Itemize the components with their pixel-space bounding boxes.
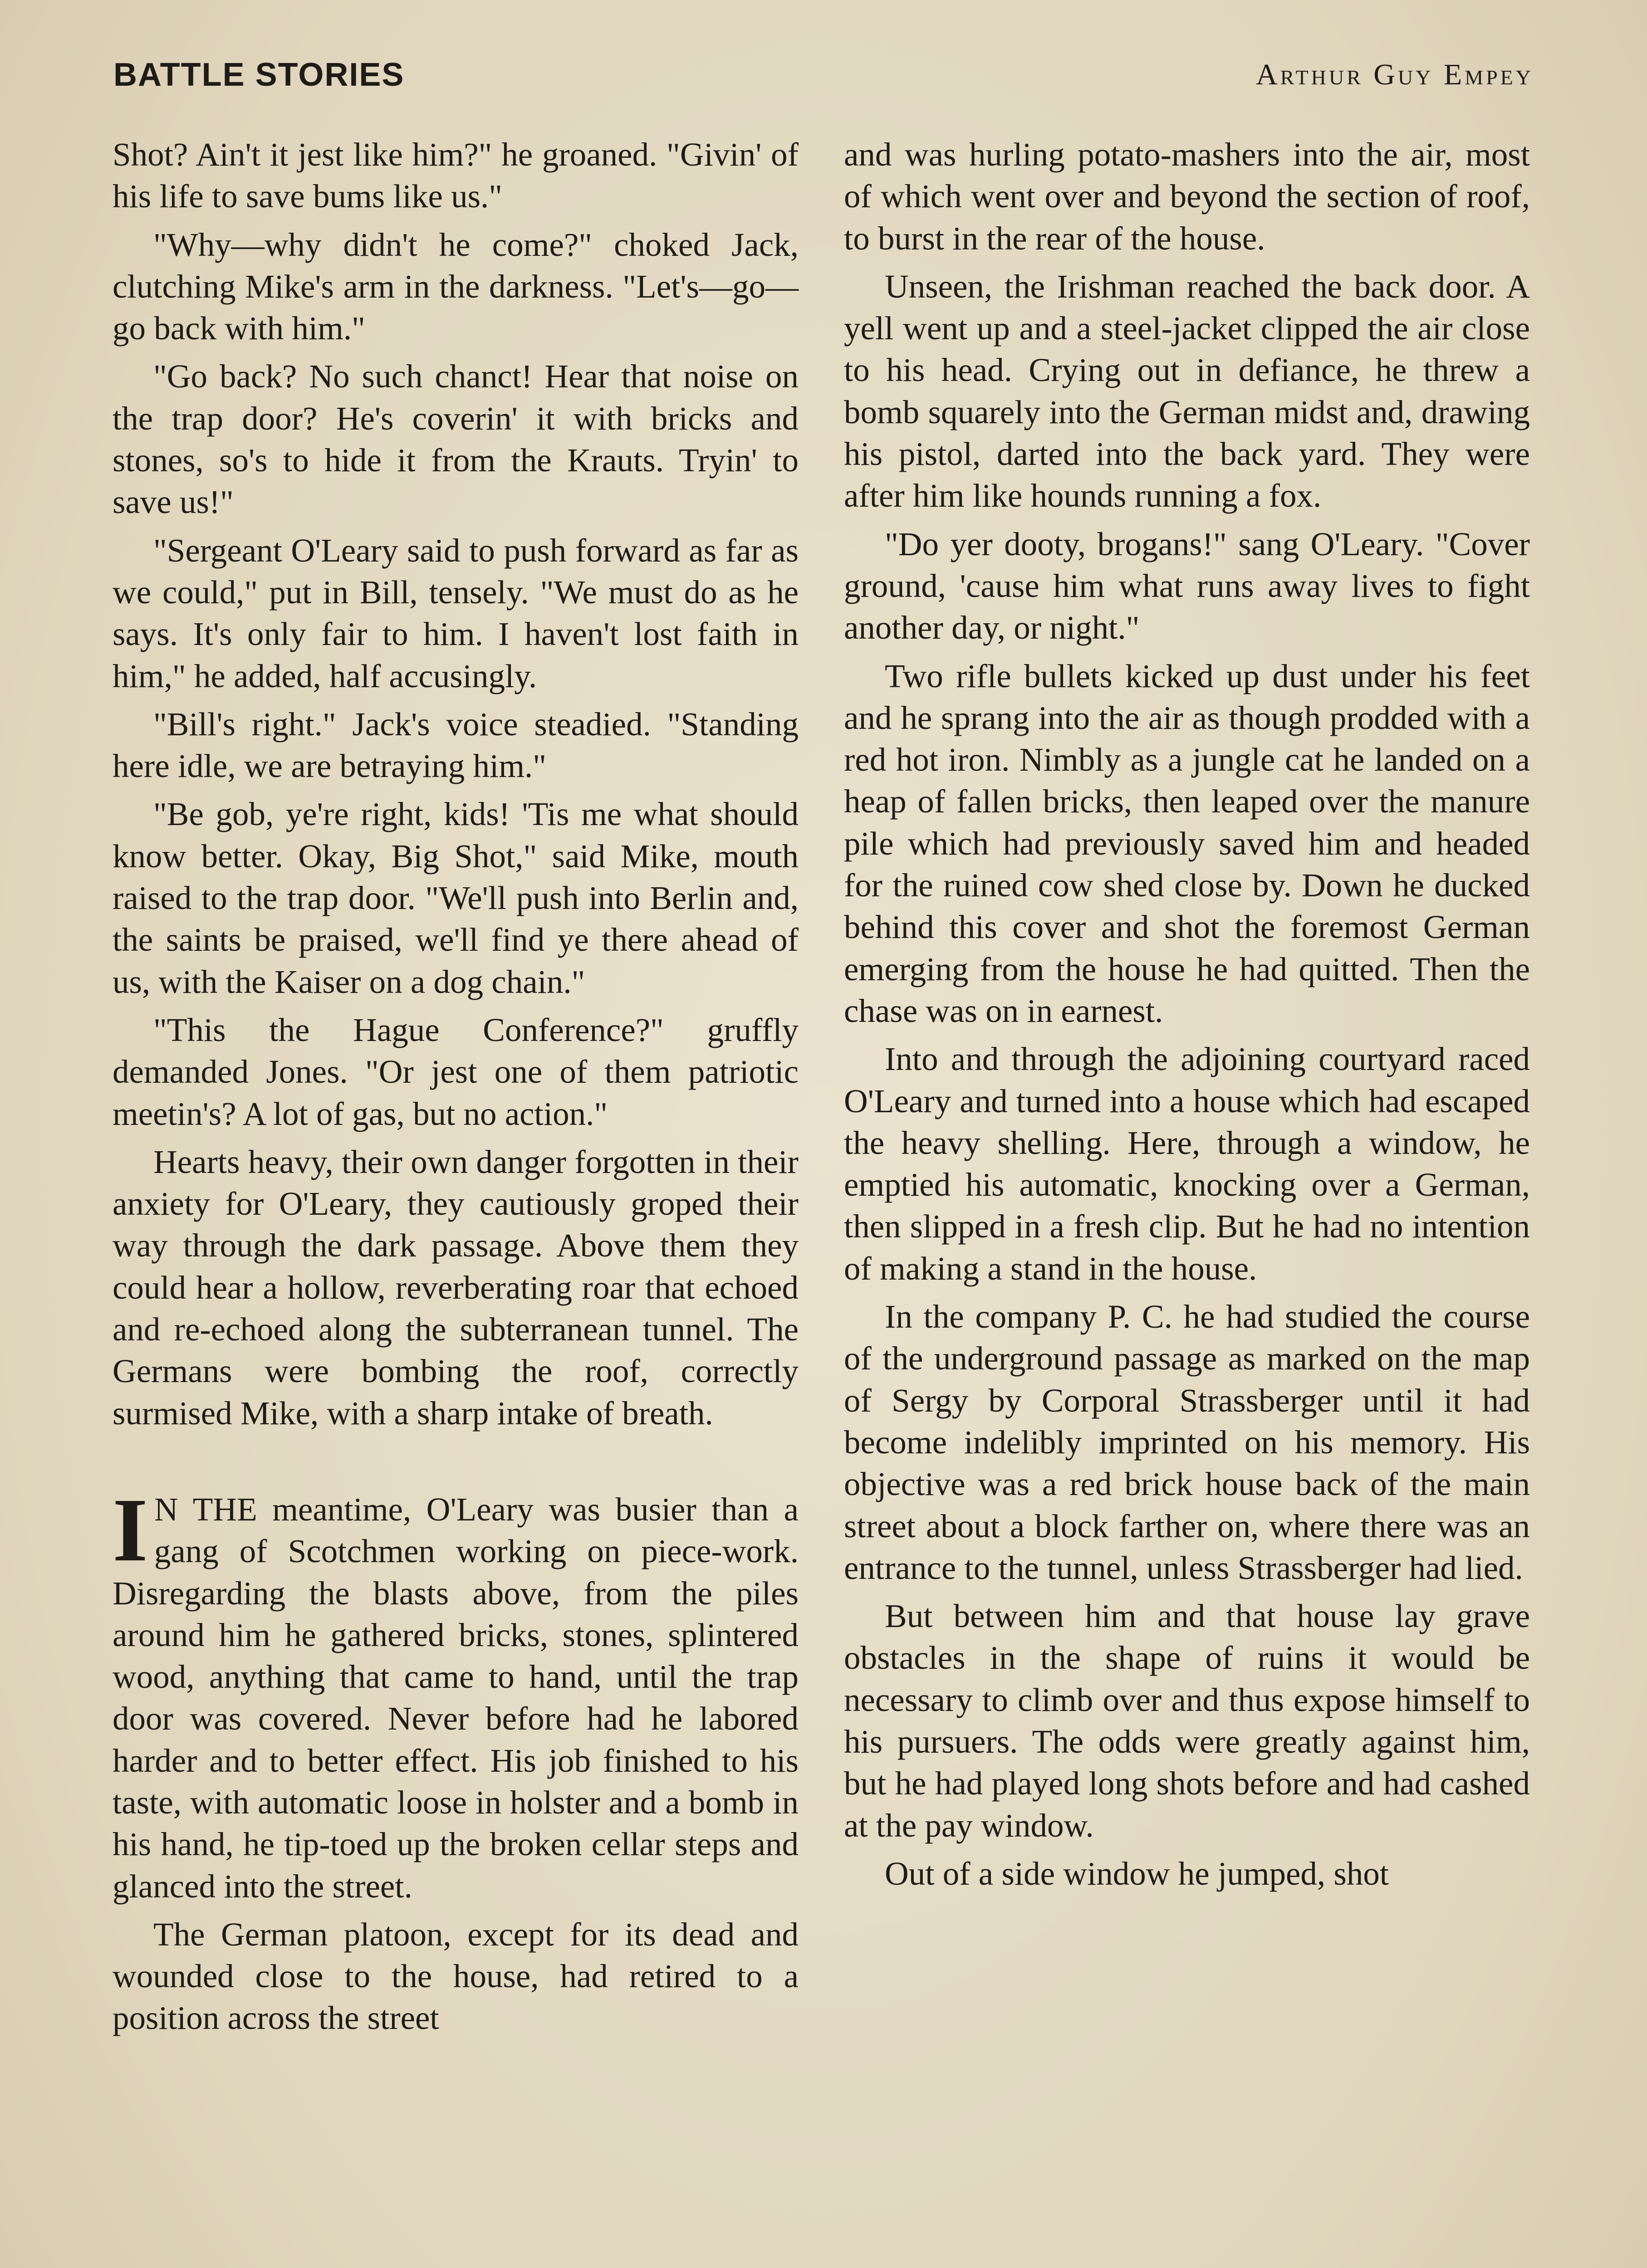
paragraph: "Bill's right." Jack's voice steadied. "Standing here idle, we are betraying him." [113,705,799,785]
paragraph: The German platoon, except for its dead and wounded close to the house, had retired to a position across the street [113,1916,799,2037]
paragraph: "Sergeant O'Leary said to push forward as far as we could," put in Bill, tensely. "We must do as he says. It's only fair to him. I haven't lost faith in him," he added, half accusingly. [113,532,799,694]
paragraph: "Be gob, ye're right, kids! 'Tis me what should know better. Okay, Big Shot," said Mike, mouth raised to the trap door. "We'll push into Berlin and, the saints be praised, we'll find ye there ahead of us, with the Kaiser on a dog chain." [113,796,799,1000]
running-header [113,50,1534,100]
paragraph: But between him and that house lay grave obstacles in the shape of ruins it would be necessary to climb over and thus expose himself to his pursuers. The odds were greatly against him, but he had played long shots before and had cashed at the pay window. [844,1598,1530,1844]
paragraph: Into and through the adjoining courtyard raced O'Leary and turned into a house which had escaped the heavy shelling. Here, through a window, he emptied his automatic, knocking over a German, then slipped in a fresh clip. But he had no intention of making a stand in the house. [844,1041,1530,1287]
paragraph: In the company P. C. he had studied the course of the underground passage as marked on the map of Sergy by Corporal Strassberger until it had become indelibly imprinted on his memory. His objective was a red brick house back of the main street about a block farther on, where there was an entrance to the tunnel, unless Strassberger had lied. [844,1298,1530,1586]
author-name: Arthur Guy Empey [1255,58,1534,91]
section-title: BATTLE STORIES [113,57,405,93]
paragraph: Out of a side window he jumped, shot [885,1855,1389,1892]
paragraph: Two rifle bullets kicked up dust under his feet and he sprang into the air as though prodded with a red hot iron. Nimbly as a jungle cat he landed on a heap of fallen bricks, then leaped over the manure pile which had previously saved him and headed for the ruined cow shed close by. Down he ducked behind this cover and shot the foremost German emerging from the house he had quitted. Then the chase was on in earnest. [844,657,1530,1029]
section-lead-text: N THE meantime, O'Leary was busier than a gang of Scotchmen working on piece-work. Disregarding the blasts above, from the piles around him he gathered bricks, stones, splintered wood, anything that came to hand, until the trap door was covered. Never before had he labored harder and to better effect. His job finished to his taste, with automatic loose in holster and a bomb in his hand, he tip-toed up the broken cellar steps and glanced into the street. [113,1491,799,1905]
paragraph: "This the Hague Conference?" gruffly demanded Jones. "Or jest one of them patriotic meetin's? A lot of gas, but no action." [113,1011,799,1132]
paragraph: and was hurling potato-mashers into the air, most of which went over and beyond the section of roof, to burst in the rear of the house. [844,136,1530,257]
section-opening-paragraph [113,1480,799,1907]
left-column [113,134,799,2268]
paragraph: "Go back? No such chanct! Hear that noise on the trap door? He's coverin' it with bricks and stones, so's to hide it from the Krauts. Tryin' to save us!" [113,358,799,521]
paragraph: "Why—why didn't he come?" choked Jack, clutching Mike's arm in the darkness. "Let's—go—go back with him." [113,226,799,347]
right-column [844,134,1530,2268]
paragraph: Unseen, the Irishman reached the back door. A yell went up and a steel-jacket clipped the air close to his head. Crying out in defiance, he threw a bomb squarely into the German midst and, drawing his pistol, darted into the back yard. They were after him like hounds running a fox. [844,268,1530,514]
paragraph: Shot? Ain't it jest like him?" he groaned. "Givin' of his life to save bums like us." [113,136,799,215]
paragraph: "Do yer dooty, brogans!" sang O'Leary. "Cover ground, 'cause him what runs away lives to fight another day, or night." [844,525,1530,646]
drop-cap: I [113,1480,148,1580]
paragraph: Hearts heavy, their own danger forgotten in their anxiety for O'Leary, they cautiously groped their way through the dark passage. Above them they could hear a hollow, reverberating roar that echoed and re-echoed along the subterranean tunnel. The Germans were bombing the roof, correctly surmised Mike, with a sharp intake of breath. [113,1143,799,1432]
